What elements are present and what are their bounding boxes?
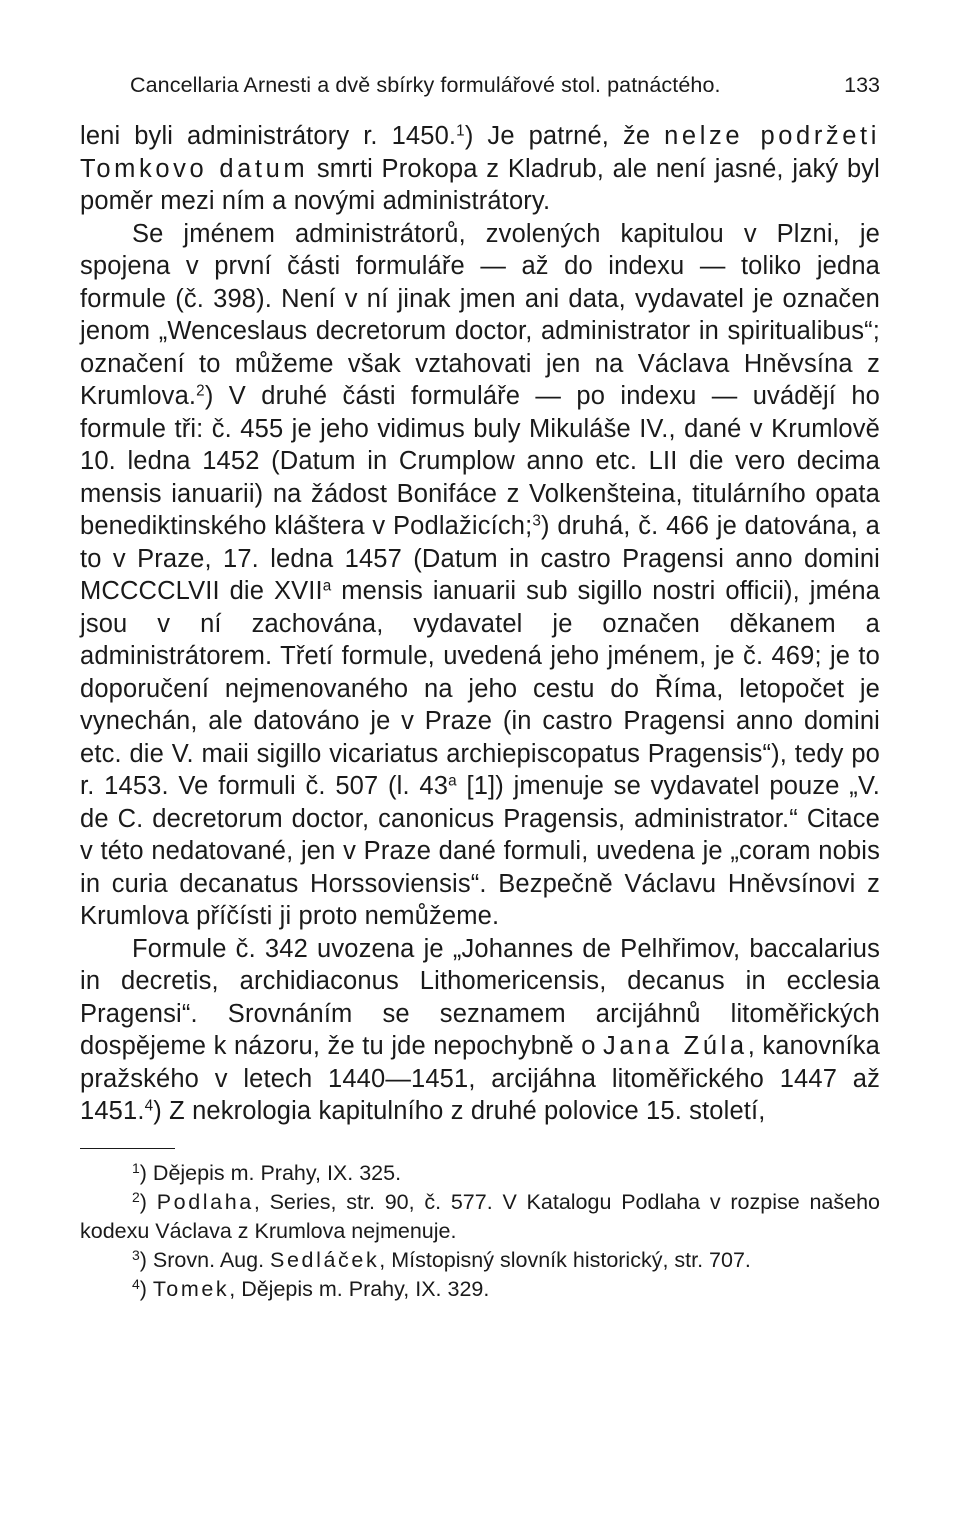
footnote-1 (80, 1159, 880, 1188)
text-run: Se jménem administrátorů, zvolených kapitulou v Plzni, je spojena v první části formuláře — až do indexu — toliko jedna formule (č. 398). Není v ní jinak jmen ani data, vydavatel je označen jenom „Wenceslaus decretorum doctor, administrator in spiritualibus“; označení to můžeme však vztahovati jen na Václava Hněvsína z Krumlova. (80, 219, 880, 410)
footnote-author: Sedláček (270, 1247, 380, 1272)
footnote-text: , Dějepis m. Prahy, IX. 329. (229, 1276, 490, 1301)
text-run: ) Z nekrologia kapitulního z druhé polovice 15. století, (153, 1097, 766, 1125)
footnote-ref-4: 4 (144, 1097, 154, 1115)
footnote-ref-2: 2 (196, 382, 205, 400)
paragraph-3 (80, 933, 880, 1128)
footnote-text: ) Dějepis m. Prahy, IX. 325. (139, 1160, 402, 1185)
footnote-text: ) Srovn. Aug. (139, 1247, 271, 1272)
running-head-title: Cancellaria Arnesti a dvě sbírky formulářové stol. patnáctého. (130, 73, 721, 97)
text-run: ) Je patrné, že (464, 122, 665, 150)
footnote-3 (80, 1246, 880, 1275)
superscript-a: a (322, 577, 332, 595)
footnote-ref-3: 3 (532, 512, 541, 530)
paragraph-1 (80, 120, 880, 218)
paragraph-2 (80, 218, 880, 933)
superscript-a: a (448, 772, 457, 790)
footnote-mark: 4 (132, 1275, 140, 1292)
text-run: ) V druhé části formuláře — po indexu — uvádějí ho formule tři: č. 455 je jeho vidimus buly Mikuláše IV., dané v Krumlově 10. ledna 1452 (Datum in Crumplow anno etc. LII die vero decima mensis ianuarii) na žádost Bonifáce z Volkenšteina, titulárního opata benediktinského kláštera v Podlažicích; (80, 382, 880, 540)
footnote-author: Tomek (152, 1276, 230, 1301)
text-run: smrti Prokopa z Kladrub, ale není jasné, jaký byl poměr mezi ním a novými administrátory. (80, 154, 880, 215)
footnote-text: ) (139, 1189, 157, 1214)
footnote-text: ) (139, 1276, 153, 1301)
text-run: , kanovníka pražského v letech 1440—1451, arcijáhna litoměřického 1447 až 1451. (80, 1032, 880, 1125)
footnotes (80, 1159, 880, 1304)
footnote-text: , Místopisný slovník historický, str. 707. (379, 1247, 751, 1272)
text-run: mensis ianuarii sub sigillo nostri officii), jména jsou v ní zachována, vydavatel je označen děkanem a administrátorem. Třetí formule, uvedená jeho jménem, je č. 469; je to doporučení nejmenovaného na jeho cestu do Říma, letopočet je vynechán, ale datováno je v Praze (in castro Pragensi anno domini etc. die V. maii sigillo vicariatus archiepiscopatus Pragensis“), tedy po r. 1453. Ve formuli č. 507 (l. 43 (80, 577, 880, 800)
page-number: 133 (844, 73, 880, 97)
footnote-mark: 2 (132, 1188, 140, 1205)
text-run: leni byli administrátory r. 1450. (80, 122, 457, 150)
footnote-divider (80, 1148, 175, 1149)
footnote-mark: 1 (132, 1159, 140, 1176)
footnote-4 (80, 1275, 880, 1304)
running-head (80, 62, 880, 108)
spaced-emphasis: nelze podržeti Tomkovo datum (80, 122, 881, 183)
text-run: [1]) jmenuje se vydavatel pouze „V. de C. decretorum doctor, canonicus Pragensis, administrator.“ Citace v této nedatované, jen v Praze dané formuli, uvedena je „coram nobis in curia decanatus Horssoviensis“. Bezpečně Václavu Hněvsínovi z Krumlova příčísti ji proto nemůžeme. (80, 772, 881, 930)
body-text (80, 120, 880, 1128)
text-run: Formule č. 342 uvozena je „Johannes de Pelhřimov, baccalarius in decretis, archidiaconus Lithomericensis, decanus in ecclesia Pragensi“. Srovnáním se seznamem arcijáhnů litoměřických dospějeme k názoru, že tu jde nepochybně o (80, 934, 880, 1060)
spaced-emphasis: Jana Zúla (603, 1032, 748, 1060)
footnote-mark: 3 (132, 1246, 140, 1263)
text-run: ) druhá, č. 466 je datována, a to v Praze, 17. ledna 1457 (Datum in castro Pragensi anno domini MCCCCLVII die XVII (80, 512, 880, 605)
page (80, 62, 880, 1304)
footnote-author: Podlaha (156, 1189, 254, 1214)
footnote-ref-1: 1 (456, 122, 465, 140)
footnote-text: , Series, str. 90, č. 577. V Katalogu Podlaha v rozpise našeho kodexu Václava z Krumlova nejmenuje. (80, 1189, 881, 1243)
footnote-2 (80, 1188, 880, 1246)
